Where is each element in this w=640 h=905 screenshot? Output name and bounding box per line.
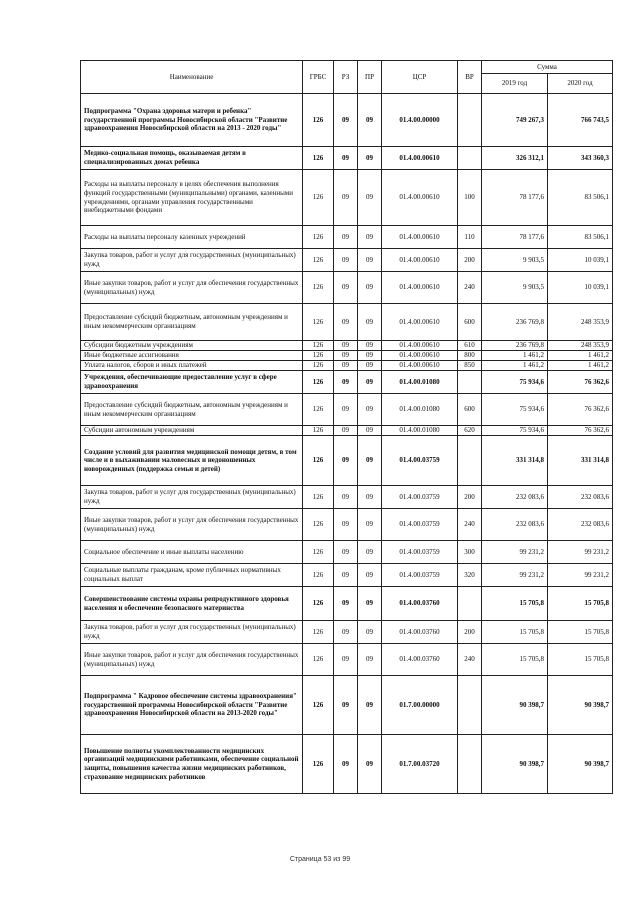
row-name: Иные закупки товаров, работ и услуг для обеспечения государственных (муниципальных) нужд — [81, 644, 303, 676]
row-vr: 850 — [458, 361, 482, 371]
row-value-2019: 15 705,8 — [482, 644, 548, 676]
row-vr: 200 — [458, 621, 482, 644]
row-pr: 09 — [358, 226, 382, 249]
row-grbs: 126 — [303, 541, 334, 564]
row-name: Закупка товаров, работ и услуг для государственных (муниципальных) нужд — [81, 486, 303, 509]
row-csr: 01.4.00.03759 — [382, 541, 458, 564]
row-csr: 01.4.00.03759 — [382, 436, 458, 486]
row-pr: 09 — [358, 170, 382, 226]
row-value-2020: 83 506,1 — [548, 226, 613, 249]
header-rz: РЗ — [334, 61, 358, 94]
row-name: Социальное обеспечение и иные выплаты населению — [81, 541, 303, 564]
header-year-2019: 2019 год — [482, 74, 548, 94]
table-row — [81, 249, 613, 272]
row-csr: 01.4.00.03759 — [382, 509, 458, 541]
table-row — [81, 304, 613, 341]
header-pr: ПР — [358, 61, 382, 94]
row-value-2019: 232 083,6 — [482, 509, 548, 541]
row-csr: 01.4.00.00610 — [382, 226, 458, 249]
row-grbs: 126 — [303, 564, 334, 587]
row-name: Закупка товаров, работ и услуг для государственных (муниципальных) нужд — [81, 621, 303, 644]
row-rz: 09 — [334, 304, 358, 341]
budget-table-sheet — [80, 60, 612, 794]
row-pr: 09 — [358, 587, 382, 621]
row-name: Подпрограмма "Охрана здоровья матери и ребенка" государственной программы Новосибирской области "Развитие здравоохранения Новосибирской области на 2013 - 2020 годы" — [81, 94, 303, 147]
row-vr — [458, 94, 482, 147]
table-row — [81, 272, 613, 304]
table-row — [81, 94, 613, 147]
row-vr: 110 — [458, 226, 482, 249]
table-row — [81, 341, 613, 351]
row-value-2020: 10 039,1 — [548, 272, 613, 304]
row-vr: 600 — [458, 394, 482, 426]
row-value-2019: 9 903,5 — [482, 272, 548, 304]
row-value-2019: 90 398,7 — [482, 735, 548, 794]
row-pr: 09 — [358, 621, 382, 644]
row-rz: 09 — [334, 426, 358, 436]
row-name: Подпрограмма " Кадровое обеспечение системы здравоохранения" государственной программы Новосибирской области "Развитие здравоохранения Новосибирской области на 2013-2020 годы" — [81, 676, 303, 735]
row-rz: 09 — [334, 564, 358, 587]
row-rz: 09 — [334, 587, 358, 621]
row-csr: 01.4.00.00610 — [382, 272, 458, 304]
row-value-2020: 331 314,8 — [548, 436, 613, 486]
row-csr: 01.4.00.00610 — [382, 361, 458, 371]
row-vr: 240 — [458, 509, 482, 541]
table-row — [81, 644, 613, 676]
row-value-2019: 15 705,8 — [482, 587, 548, 621]
row-vr: 100 — [458, 170, 482, 226]
row-value-2020: 76 362,6 — [548, 394, 613, 426]
row-value-2020: 99 231,2 — [548, 541, 613, 564]
table-row — [81, 426, 613, 436]
table-row — [81, 564, 613, 587]
row-csr: 01.4.00.01080 — [382, 394, 458, 426]
row-value-2020: 1 461,2 — [548, 361, 613, 371]
table-row — [81, 371, 613, 394]
row-grbs: 126 — [303, 147, 334, 170]
row-pr: 09 — [358, 735, 382, 794]
table-row — [81, 351, 613, 361]
row-rz: 09 — [334, 94, 358, 147]
table-row — [81, 486, 613, 509]
row-value-2019: 236 769,8 — [482, 341, 548, 351]
header-sum: Сумма — [482, 61, 613, 74]
table-row — [81, 170, 613, 226]
row-pr: 09 — [358, 644, 382, 676]
row-csr: 01.4.00.00610 — [382, 170, 458, 226]
row-rz: 09 — [334, 272, 358, 304]
row-value-2020: 248 353,9 — [548, 304, 613, 341]
row-value-2020: 15 705,8 — [548, 621, 613, 644]
row-value-2020: 99 231,2 — [548, 564, 613, 587]
header-grbs: ГРБС — [303, 61, 334, 94]
row-rz: 09 — [334, 361, 358, 371]
page-footer: Страница 53 из 99 — [289, 856, 351, 863]
row-name: Субсидии автономным учреждениям — [81, 426, 303, 436]
row-value-2020: 90 398,7 — [548, 735, 613, 794]
row-pr: 09 — [358, 564, 382, 587]
row-rz: 09 — [334, 226, 358, 249]
row-vr: 300 — [458, 541, 482, 564]
row-value-2020: 343 360,3 — [548, 147, 613, 170]
row-csr: 01.4.00.00610 — [382, 304, 458, 341]
row-grbs: 126 — [303, 436, 334, 486]
row-rz: 09 — [334, 170, 358, 226]
row-pr: 09 — [358, 272, 382, 304]
row-value-2019: 75 934,6 — [482, 426, 548, 436]
row-grbs: 126 — [303, 426, 334, 436]
row-value-2019: 9 903,5 — [482, 249, 548, 272]
row-value-2019: 326 312,1 — [482, 147, 548, 170]
row-value-2019: 15 705,8 — [482, 621, 548, 644]
table-row — [81, 147, 613, 170]
row-name: Расходы на выплаты персоналу в целях обеспечения выполнения функций государственными (муниципальными) органами, казенными учреждениями, органами управления государственными внебюджетными фондами — [81, 170, 303, 226]
row-name: Предоставление субсидий бюджетным, автономным учреждениям и иным некоммерческим организациям — [81, 304, 303, 341]
row-grbs: 126 — [303, 676, 334, 735]
row-value-2020: 90 398,7 — [548, 676, 613, 735]
row-rz: 09 — [334, 394, 358, 426]
row-name: Закупка товаров, работ и услуг для государственных (муниципальных) нужд — [81, 249, 303, 272]
row-value-2020: 248 353,9 — [548, 341, 613, 351]
row-pr: 09 — [358, 676, 382, 735]
row-pr: 09 — [358, 509, 382, 541]
table-row — [81, 394, 613, 426]
row-value-2019: 75 934,6 — [482, 371, 548, 394]
row-vr: 800 — [458, 351, 482, 361]
row-value-2019: 1 461,2 — [482, 351, 548, 361]
row-pr: 09 — [358, 249, 382, 272]
row-grbs: 126 — [303, 170, 334, 226]
row-vr: 240 — [458, 644, 482, 676]
row-pr: 09 — [358, 361, 382, 371]
row-value-2019: 1 461,2 — [482, 361, 548, 371]
row-grbs: 126 — [303, 94, 334, 147]
row-csr: 01.4.00.00610 — [382, 351, 458, 361]
row-value-2019: 78 177,6 — [482, 170, 548, 226]
row-rz: 09 — [334, 486, 358, 509]
row-value-2019: 749 267,3 — [482, 94, 548, 147]
row-rz: 09 — [334, 341, 358, 351]
row-vr: 620 — [458, 426, 482, 436]
row-name: Субсидии бюджетным учреждениям — [81, 341, 303, 351]
row-rz: 09 — [334, 644, 358, 676]
row-vr — [458, 676, 482, 735]
row-csr: 01.4.00.00610 — [382, 147, 458, 170]
table-row — [81, 676, 613, 735]
row-pr: 09 — [358, 486, 382, 509]
row-vr — [458, 371, 482, 394]
row-grbs: 126 — [303, 509, 334, 541]
row-rz: 09 — [334, 676, 358, 735]
table-row — [81, 541, 613, 564]
table-row — [81, 509, 613, 541]
row-grbs: 126 — [303, 272, 334, 304]
row-grbs: 126 — [303, 361, 334, 371]
row-grbs: 126 — [303, 587, 334, 621]
row-pr: 09 — [358, 426, 382, 436]
table-row — [81, 361, 613, 371]
row-name: Повышение полноты укомплектованности медицинских организаций медицинскими работниками, обеспечение социальной защиты, повышения качества жизни медицинских работников, страхование медицинских работников — [81, 735, 303, 794]
row-pr: 09 — [358, 341, 382, 351]
row-csr: 01.7.00.03720 — [382, 735, 458, 794]
row-rz: 09 — [334, 541, 358, 564]
row-vr: 610 — [458, 341, 482, 351]
row-pr: 09 — [358, 394, 382, 426]
row-value-2019: 78 177,6 — [482, 226, 548, 249]
row-value-2020: 232 083,6 — [548, 509, 613, 541]
row-rz: 09 — [334, 509, 358, 541]
table-body — [81, 94, 613, 794]
row-value-2019: 232 083,6 — [482, 486, 548, 509]
row-grbs: 126 — [303, 304, 334, 341]
row-rz: 09 — [334, 735, 358, 794]
row-value-2019: 236 769,8 — [482, 304, 548, 341]
row-value-2020: 15 705,8 — [548, 587, 613, 621]
row-name: Медико-социальная помощь, оказываемая детям в специализированных домах ребенка — [81, 147, 303, 170]
row-name: Совершенствование системы охраны репродуктивного здоровья населения и обеспечение безопасного материнства — [81, 587, 303, 621]
row-csr: 01.4.00.03760 — [382, 587, 458, 621]
row-name: Иные бюджетные ассигнования — [81, 351, 303, 361]
table-row — [81, 226, 613, 249]
row-rz: 09 — [334, 249, 358, 272]
row-rz: 09 — [334, 147, 358, 170]
row-name: Предоставление субсидий бюджетным, автономным учреждениям и иным некоммерческим организациям — [81, 394, 303, 426]
row-value-2020: 83 506,1 — [548, 170, 613, 226]
row-pr: 09 — [358, 541, 382, 564]
row-rz: 09 — [334, 371, 358, 394]
row-pr: 09 — [358, 436, 382, 486]
row-pr: 09 — [358, 371, 382, 394]
row-pr: 09 — [358, 304, 382, 341]
header-csr: ЦСР — [382, 61, 458, 94]
row-grbs: 126 — [303, 249, 334, 272]
row-csr: 01.4.00.01080 — [382, 371, 458, 394]
row-csr: 01.4.00.03760 — [382, 621, 458, 644]
row-value-2020: 232 083,6 — [548, 486, 613, 509]
row-value-2019: 90 398,7 — [482, 676, 548, 735]
row-vr: 600 — [458, 304, 482, 341]
row-csr: 01.4.00.00000 — [382, 94, 458, 147]
row-vr: 200 — [458, 486, 482, 509]
header-vr: ВР — [458, 61, 482, 94]
row-value-2020: 10 039,1 — [548, 249, 613, 272]
row-vr — [458, 436, 482, 486]
row-rz: 09 — [334, 621, 358, 644]
row-grbs: 126 — [303, 644, 334, 676]
row-vr — [458, 735, 482, 794]
row-name: Расходы на выплаты персоналу казенных учреждений — [81, 226, 303, 249]
budget-table — [80, 60, 613, 794]
row-grbs: 126 — [303, 341, 334, 351]
header-year-2020: 2020 год — [548, 74, 613, 94]
row-vr: 200 — [458, 249, 482, 272]
row-csr: 01.4.00.00610 — [382, 341, 458, 351]
table-row — [81, 436, 613, 486]
row-csr: 01.4.00.03760 — [382, 644, 458, 676]
row-name: Уплата налогов, сборов и иных платежей — [81, 361, 303, 371]
row-csr: 01.4.00.03759 — [382, 564, 458, 587]
row-csr: 01.4.00.00610 — [382, 249, 458, 272]
row-pr: 09 — [358, 94, 382, 147]
row-pr: 09 — [358, 351, 382, 361]
row-rz: 09 — [334, 351, 358, 361]
row-csr: 01.4.00.03759 — [382, 486, 458, 509]
row-value-2020: 76 362,6 — [548, 371, 613, 394]
row-value-2020: 766 743,5 — [548, 94, 613, 147]
row-grbs: 126 — [303, 394, 334, 426]
row-name: Иные закупки товаров, работ и услуг для обеспечения государственных (муниципальных) нужд — [81, 272, 303, 304]
row-grbs: 126 — [303, 486, 334, 509]
row-name: Иные закупки товаров, работ и услуг для обеспечения государственных (муниципальных) нужд — [81, 509, 303, 541]
row-vr: 320 — [458, 564, 482, 587]
table-row — [81, 621, 613, 644]
row-value-2019: 75 934,6 — [482, 394, 548, 426]
row-value-2019: 99 231,2 — [482, 564, 548, 587]
row-name: Создание условий для развития медицинской помощи детям, в том числе и в выхаживании маловесных и недоношенных новорожденных (поддержка семьи и детей) — [81, 436, 303, 486]
header-name: Наименование — [81, 61, 303, 94]
row-name: Учреждения, обеспечивающие предоставление услуг в сфере здравоохранения — [81, 371, 303, 394]
row-vr: 240 — [458, 272, 482, 304]
row-value-2019: 331 314,8 — [482, 436, 548, 486]
row-value-2020: 15 705,8 — [548, 644, 613, 676]
row-value-2020: 1 461,2 — [548, 351, 613, 361]
table-row — [81, 735, 613, 794]
row-vr — [458, 587, 482, 621]
row-grbs: 126 — [303, 371, 334, 394]
row-grbs: 126 — [303, 735, 334, 794]
row-grbs: 126 — [303, 351, 334, 361]
row-vr — [458, 147, 482, 170]
row-value-2020: 76 362,6 — [548, 426, 613, 436]
row-grbs: 126 — [303, 226, 334, 249]
row-csr: 01.4.00.01080 — [382, 426, 458, 436]
table-row — [81, 587, 613, 621]
row-value-2019: 99 231,2 — [482, 541, 548, 564]
row-grbs: 126 — [303, 621, 334, 644]
row-pr: 09 — [358, 147, 382, 170]
row-name: Социальные выплаты гражданам, кроме публичных нормативных социальных выплат — [81, 564, 303, 587]
row-csr: 01.7.00.00000 — [382, 676, 458, 735]
row-rz: 09 — [334, 436, 358, 486]
